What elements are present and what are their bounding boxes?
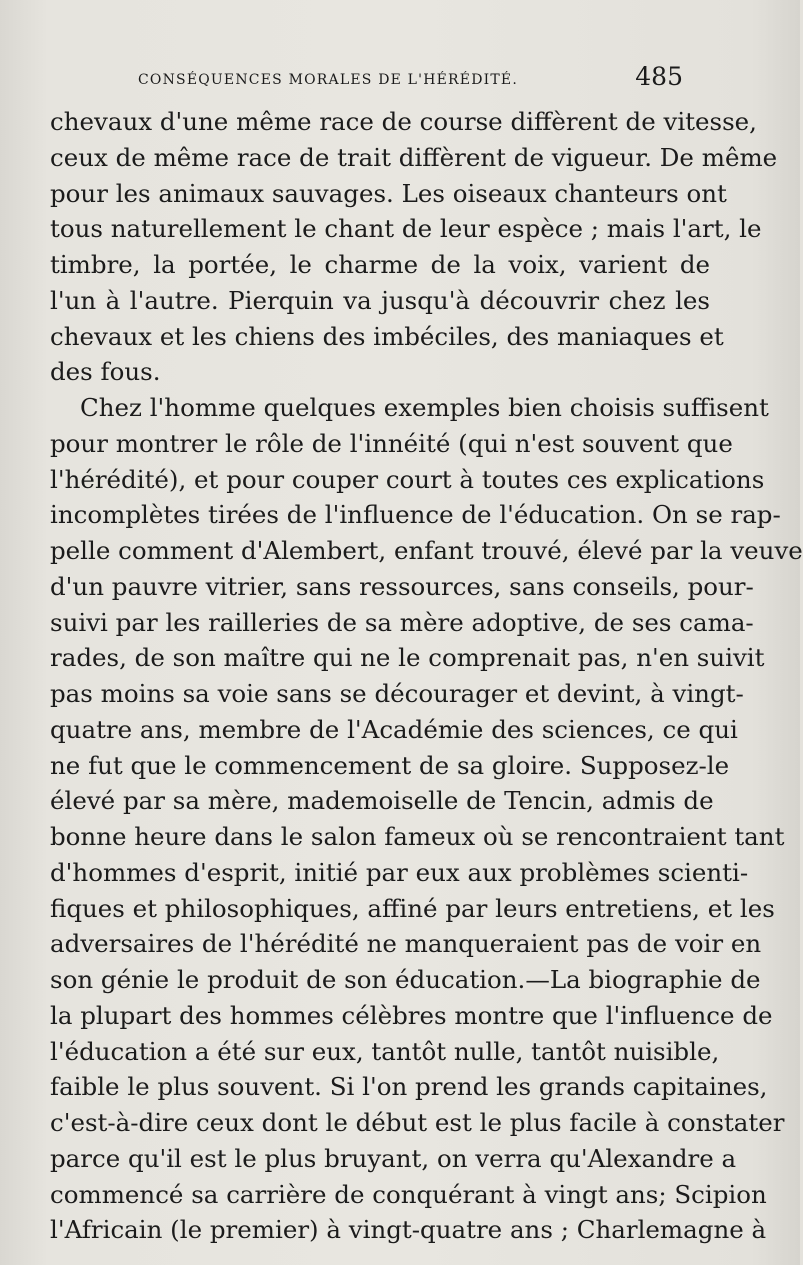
text-line: rades, de son maître qui ne le comprenait pas, n'en suivit [50,643,765,673]
text-line: Chez l'homme quelques exemples bien choisis suffisent [80,393,769,422]
text-line: suivi par les railleries de sa mère adoptive, de ses cama- [50,607,754,637]
text-line: la plupart des hommes célèbres montre que l'influence de [50,1000,773,1030]
text-line: pour montrer le rôle de l'innéité (qui n'est souvent que [50,428,733,458]
body-text [50,104,803,1248]
text-line: bonne heure dans le salon fameux où se rencontraient tant [50,822,785,851]
text-line: l'Africain (le premier) à vingt-quatre ans ; Charlemagne à [50,1215,767,1245]
text-line: pour les animaux sauvages. Les oiseaux chanteurs ont [50,178,727,208]
text-line: commencé sa carrière de conquérant à vingt ans; Scipion [50,1179,767,1209]
text-line: d'hommes d'esprit, initié par eux aux problèmes scienti- [50,857,749,887]
text-line: l'un à l'autre. Pierquin va jusqu'à découvrir chez les [50,285,710,315]
text-line: l'hérédité), et pour couper court à toutes ces explications [50,464,765,494]
running-title: CONSÉQUENCES MORALES DE L'HÉRÉDITÉ. [138,72,518,88]
text-line: adversaires de l'hérédité ne manqueraient pas de voir en [50,929,762,959]
text-line: pas moins sa voie sans se décourager et devint, à vingt- [50,679,744,708]
text-line: faible le plus souvent. Si l'on prend les grands capitaines, [50,1072,768,1102]
text-line: tous naturellement le chant de leur espèce ; mais l'art, le [50,214,762,244]
text-line: pelle comment d'Alembert, enfant trouvé, élevé par la veuve [50,536,803,565]
text-line: d'un pauvre vitrier, sans ressources, sans conseils, pour- [50,571,754,601]
text-line: chevaux d'une même race de course diffèrent de vitesse, [50,107,757,136]
running-head [138,62,683,92]
text-line: fiques et philosophiques, affiné par leurs entretiens, et les [50,893,775,923]
text-line: timbre, la portée, le charme de la voix, varient de [50,250,710,279]
text-line: incomplètes tirées de l'influence de l'éducation. On se rap- [50,500,781,530]
page-number: 485 [635,62,683,91]
text-line: ne fut que le commencement de sa gloire. Supposez-le [50,750,730,780]
text-line: son génie le produit de son éducation.—La biographie de [50,965,761,994]
text-line: quatre ans, membre de l'Académie des sciences, ce qui [50,714,738,744]
text-line: parce qu'il est le plus bruyant, on verra qu'Alexandre a [50,1143,737,1173]
text-line: élevé par sa mère, mademoiselle de Tencin, admis de [50,786,714,816]
text-line: ceux de même race de trait diffèrent de vigueur. De même [50,142,778,172]
text-line: l'éducation a été sur eux, tantôt nulle, tantôt nuisible, [50,1036,720,1066]
text-line: chevaux et les chiens des imbéciles, des maniaques et [50,321,724,351]
text-line: des fous. [50,357,161,387]
text-line: c'est-à-dire ceux dont le début est le plus facile à constater [50,1108,785,1137]
